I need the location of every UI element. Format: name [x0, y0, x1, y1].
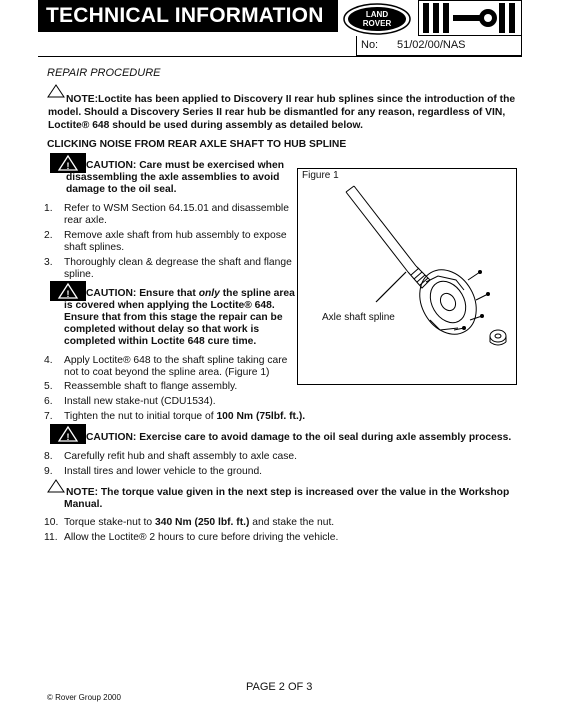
- caution-text: is covered when applying the: [64, 300, 211, 311]
- step-text: Refer to WSM Section 64.15.01 and disassemble: [64, 203, 289, 214]
- torque-value: 100 Nm (75lbf. ft.).: [216, 411, 306, 422]
- caution-text: CAUTION: Ensure that: [86, 288, 199, 299]
- note-line: NOTE:Loctite has been applied to Discovery II rear hub splines since the introduction of the: [66, 94, 516, 105]
- note-line: Loctite® 648 should be used during assembly as detailed below.: [48, 120, 364, 131]
- svg-text:!: !: [66, 432, 70, 442]
- wrench-icon: [418, 0, 522, 36]
- step-text: not to coat beyond the spline area. (Figure 1): [64, 367, 270, 378]
- step-text-part: and stake the nut.: [249, 517, 335, 528]
- caution-warning-icon: [50, 424, 86, 444]
- step-number: 5.: [44, 381, 53, 392]
- step-number: 10.: [44, 517, 59, 528]
- caution-line: CAUTION: Exercise care to avoid damage to the oil seal during axle assembly process.: [86, 432, 512, 443]
- step-number: 1.: [44, 203, 53, 214]
- svg-text:!: !: [66, 161, 70, 171]
- torque-value: 340 Nm (250 lbf. ft.): [155, 517, 250, 528]
- caution-text: Loctite® 648.: [210, 300, 275, 311]
- step-number: 9.: [44, 466, 53, 477]
- step-text: Thoroughly clean & degrease the shaft and flange: [64, 257, 292, 268]
- caution-line: [64, 300, 275, 312]
- step-text: Allow the Loctite® 2 hours to cure before driving the vehicle.: [64, 532, 339, 543]
- step-number: 2.: [44, 230, 53, 241]
- step-number: 11.: [44, 532, 58, 543]
- document-title: TECHNICAL INFORMATION: [38, 0, 338, 32]
- step-text-part: Tighten the nut to initial torque of: [64, 411, 217, 422]
- step-text: rear axle.: [64, 215, 107, 226]
- step-text: Remove axle shaft from hub assembly to expose: [64, 230, 287, 241]
- step-text: Install new stake-nut (CDU1534).: [64, 396, 216, 407]
- note-line: model. Should a Discovery Series II rear hub be dismantled for any reason, regardless of VIN,: [48, 107, 506, 118]
- land-rover-logo: [342, 2, 412, 36]
- caution-line: damage to the oil seal.: [66, 184, 177, 195]
- caution-line: [64, 336, 256, 348]
- svg-text:!: !: [66, 289, 70, 299]
- note-line: NOTE: The torque value given in the next step is increased over the value in the Workshop: [66, 487, 510, 498]
- step-text: Carefully refit hub and shaft assembly to axle case.: [64, 451, 297, 462]
- doc-no-value: 51/02/00/NAS: [397, 39, 466, 51]
- document-number: [356, 36, 522, 56]
- header-divider: [38, 56, 522, 57]
- step-text: Apply Loctite® 648 to the shaft spline taking care: [64, 355, 288, 366]
- page-number: PAGE 2 OF 3: [246, 681, 313, 693]
- figure-label: Figure 1: [302, 170, 339, 181]
- caution-warning-icon: [50, 281, 86, 301]
- step-text: shaft splines.: [64, 242, 125, 253]
- procedure-heading: CLICKING NOISE FROM REAR AXLE SHAFT TO HUB SPLINE: [47, 139, 347, 150]
- caution-line: [86, 288, 295, 300]
- step-text: [64, 411, 305, 423]
- step-number: 3.: [44, 257, 53, 268]
- note-triangle-icon: [47, 84, 65, 103]
- copyright: © Rover Group 2000: [47, 693, 121, 702]
- step-text-part: Torque stake-nut to: [64, 517, 156, 528]
- caution-emphasis: only: [198, 288, 220, 299]
- caution-line: completed without delay so that work is: [64, 324, 260, 335]
- step-text: Reassemble shaft to flange assembly.: [64, 381, 238, 392]
- caution-text: Loctite 648 cure time.: [150, 336, 257, 347]
- step-number: 7.: [44, 411, 53, 422]
- note-line: Manual.: [64, 499, 103, 510]
- figure-caption: Axle shaft spline: [322, 312, 395, 323]
- logo-text-land: LAND: [365, 10, 389, 19]
- caution-line: disassembling the axle assemblies to avoid: [66, 172, 280, 183]
- section-title: REPAIR PROCEDURE: [47, 67, 161, 79]
- caution-text: completed within: [64, 336, 151, 347]
- caution-line: Ensure that from this stage the repair can be: [64, 312, 283, 323]
- axle-shaft-illustration: [298, 180, 516, 385]
- note-triangle-icon: [47, 479, 65, 498]
- doc-no-label: No:: [361, 39, 379, 51]
- caution-line: CAUTION: Care must be exercised when: [86, 160, 284, 171]
- step-number: 8.: [44, 451, 53, 462]
- step-text: spline.: [64, 269, 94, 280]
- logo-text-rover: ROVER: [362, 19, 392, 28]
- step-number: 4.: [44, 355, 53, 366]
- caution-text: the spline area: [219, 288, 295, 299]
- caution-warning-icon: [50, 153, 86, 173]
- step-text: Install tires and lower vehicle to the ground.: [64, 466, 263, 477]
- step-number: 6.: [44, 396, 53, 407]
- note-loctite: [48, 93, 526, 132]
- step-text: [64, 517, 334, 529]
